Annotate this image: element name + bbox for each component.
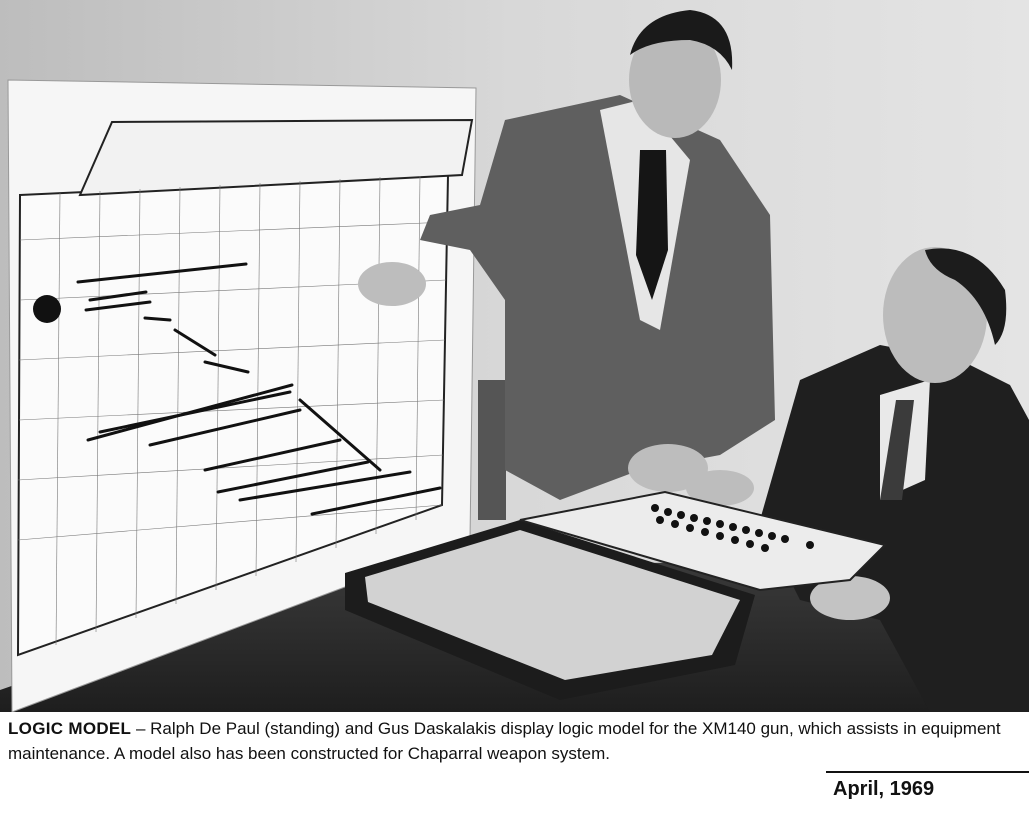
chart-dial [33,295,61,323]
chair [478,380,506,520]
caption-lead: LOGIC MODEL [8,719,132,738]
photo-caption [8,716,1020,766]
caption-separator: – [131,719,151,738]
date-rule [826,771,1029,773]
issue-date: April, 1969 [833,778,935,800]
caption-text: Ralph De Paul (standing) and Gus Daskalakis display logic model for the XM140 gun, which assists in equipment maintenance. A model also has been constructed for Chaparral weapon system. [8,719,1001,763]
